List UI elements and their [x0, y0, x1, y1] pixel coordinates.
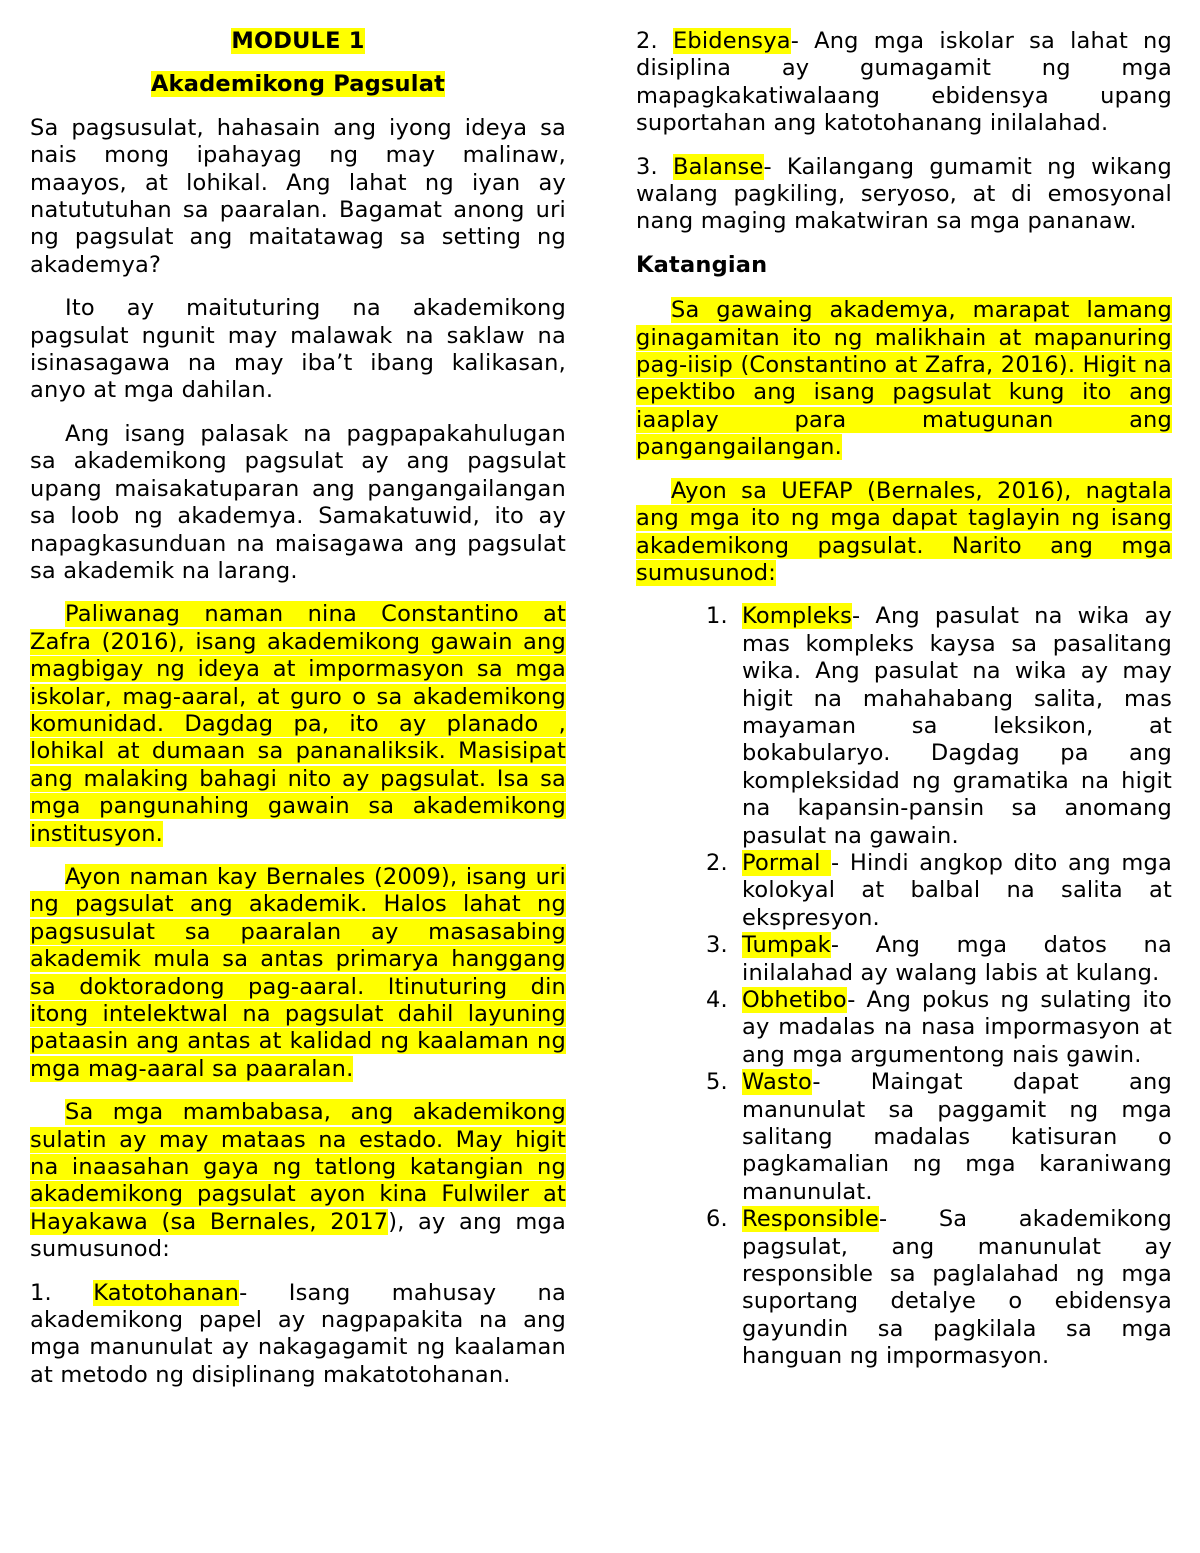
list-item [706, 987, 1172, 1069]
list-item-number: 2. [706, 849, 728, 876]
list-item-text: - Ang mga datos na inilalahad ay walang labis at kulang. [742, 932, 1172, 986]
right-column [636, 28, 1172, 1371]
document-title-text: Akademikong Pagsulat [150, 71, 446, 98]
list-item-text: - Sa akademikong pagsulat, ang manunulat ay responsible sa paglalahad ng mga suportang detalye o ebidensya gayundin sa pagkilala sa mga hanguan ng impormasyon. [742, 1206, 1172, 1370]
trait-item-3 [636, 154, 1172, 236]
paragraph-4 [30, 601, 566, 848]
paragraph-5-highlight: Ayon naman kay Bernales (2009), isang uri ng pagsulat ang akademik. Halos lahat ng pagsusulat sa paaralan ay masasabing akademik mula sa antas primarya hanggang sa doktoradong pag-aaral. Itinuturing din itong intelektwal na pagsulat dahil layuning pataasin ang antas at kalidad ng kaalaman ng mga mag-aaral sa paaralan. [30, 863, 566, 1082]
paragraph-2: Ito ay maituturing na akademikong pagsulat ngunit may malawak na saklaw na isinasagawa na may iba’t ibang kalikasan, anyo at mga dahilan. [30, 295, 566, 404]
list-item-text: - Hindi angkop dito ang mga kolokyal at balbal na salita at ekspresyon. [742, 849, 1172, 931]
trait-item-1-term: Katotohanan [93, 1279, 240, 1306]
section-heading: Katangian [636, 251, 768, 278]
paragraph-6-highlight: Sa mga mambabasa, ang akademikong sulatin ay may mataas na estado. May higit na inaasahan gaya ng tatlong katangian ng akademikong pagsulat ayon kina Fulwiler at Hayakawa (sa Bernales, 2017 [30, 1099, 566, 1235]
list-item-number: 1. [706, 603, 728, 630]
paragraph-8 [636, 478, 1172, 588]
trait-item-1 [30, 1280, 566, 1390]
paragraph-7 [636, 297, 1172, 461]
module-label [30, 28, 566, 55]
list-item-term: Wasto [742, 1069, 813, 1096]
list-item-text: - Maingat dapat ang manunulat sa paggamit ng mga salitang madalas katisuran o pagkamalian ng mga karaniwang manunulat. [742, 1069, 1172, 1205]
characteristics-list [706, 603, 1172, 1370]
list-item-term: Responsible [742, 1206, 880, 1233]
list-item-term: Kompleks [742, 603, 853, 630]
trait-item-2-term: Ebidensya [672, 28, 791, 54]
trait-item-1-number: 1. [30, 1279, 52, 1306]
trait-item-2-text: - Ang mga iskolar sa lahat ng disiplina ay gumagamit ng mga mapagkakatiwalaang ebidensya upang suportahan ang katotohanang inilalahad. [636, 28, 1172, 137]
list-item [706, 932, 1172, 987]
paragraph-6-rest: ), ay ang mga sumusunod: [30, 1208, 566, 1263]
list-item [706, 603, 1172, 850]
trait-item-2 [636, 28, 1172, 138]
paragraph-6 [30, 1099, 566, 1263]
list-item-term: Pormal [742, 849, 832, 876]
left-column [30, 28, 566, 1405]
list-item-number: 4. [706, 987, 728, 1013]
paragraph-1: Sa pagsusulat, hahasain ang iyong ideya sa nais mong ipahayag ng may malinaw, maayos, at lohikal. Ang lahat ng iyan ay natututuhan sa paaralan. Bagamat anong uri ng pagsulat ang maitatawag sa setting ng akademya? [30, 114, 566, 278]
list-item-term: Obhetibo [742, 987, 848, 1013]
list-item [706, 1069, 1172, 1206]
list-item-term: Tumpak [742, 932, 831, 959]
trait-item-1-text: - Isang mahusay na akademikong papel ay nagpapakita na ang mga manunulat ay nakagagamit ng kaalaman at metodo ng disiplinang makatotohanan. [30, 1279, 567, 1388]
list-item-text: - Ang pokus ng sulating ito ay madalas na nasa impormasyon at ang mga argumentong nais gawin. [742, 987, 1172, 1068]
list-item-text: - Ang pasulat na wika ay mas kompleks kaysa sa pasalitang wika. Ang pasulat na wika ay may higit na mahahabang salita, mas mayaman sa leksikon, at bokabularyo. Dagdag pa ang kompleksidad ng gramatika na higit na kapansin-pansin sa anomang pasulat na gawain. [742, 603, 1172, 849]
paragraph-3: Ang isang palasak na pagpapakahulugan sa akademikong pagsulat ay ang pagsulat upang maisakatuparan ang pangangailangan sa loob ng akademya. Samakatuwid, ito ay napagkasunduan na maisagawa ang pagsulat sa akademik na larang. [30, 420, 566, 584]
paragraph-4-highlight: Paliwanag naman nina Constantino at Zafra (2016), isang akademikong gawain ang magbigay ng ideya at impormasyon sa mga iskolar, mag-aaral, at guro o sa akademikong komunidad. Dagdag pa, ito ay planado , lohikal at dumaan sa pananaliksik. Masisipat ang malaking bahagi nito ay pagsulat. Isa sa mga pangunahing gawain sa akademikong institusyon. [30, 601, 566, 847]
trait-item-3-number: 3. [636, 153, 658, 180]
trait-item-3-text: - Kailangang gumamit ng wikang walang pagkiling, seryoso, at di emosyonal nang maging makatwiran sa mga pananaw. [636, 153, 1172, 235]
list-item [706, 1206, 1172, 1370]
paragraph-8-highlight: Ayon sa UEFAP (Bernales, 2016), nagtala ang mga ito ng mga dapat taglayin ng isang akademikong pagsulat. Narito ang mga sumusunod: [636, 477, 1172, 586]
list-item [706, 850, 1172, 932]
trait-item-3-term: Balanse [673, 153, 764, 180]
list-item-number: 3. [706, 932, 728, 959]
trait-item-2-number: 2. [636, 28, 658, 54]
list-item-number: 6. [706, 1206, 728, 1233]
document-title [30, 71, 566, 98]
module-label-text: MODULE 1 [231, 28, 365, 54]
paragraph-5 [30, 864, 566, 1083]
paragraph-7-highlight: Sa gawaing akademya, marapat lamang ginagamitan ito ng malikhain at mapanuring pag-iisip (Constantino at Zafra, 2016). Higit na epektibo ang isang pagsulat kung ito ang iaaplay para matugunan ang pangangailangan. [636, 297, 1172, 461]
list-item-number: 5. [706, 1069, 728, 1096]
